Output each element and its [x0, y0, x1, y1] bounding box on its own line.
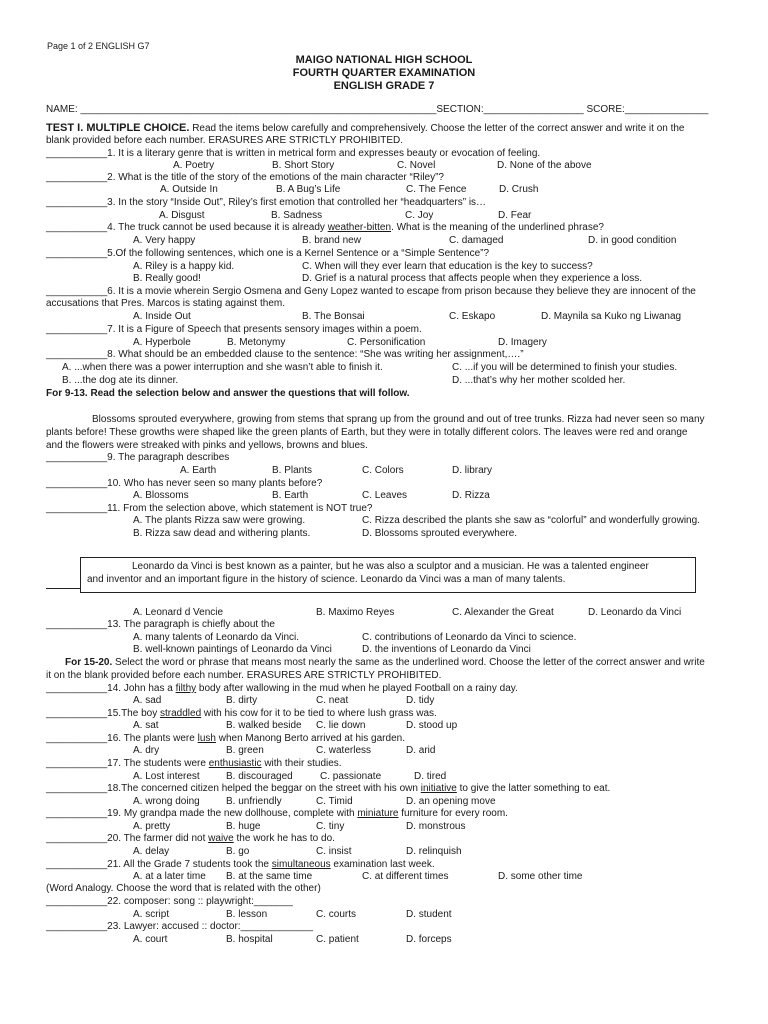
q9-choice-d: D. library — [452, 465, 493, 476]
q17-stem-start: ___________17. The students were — [46, 758, 209, 769]
question-18 — [46, 783, 610, 795]
q10-choice-c: C. Leaves — [362, 490, 408, 501]
question-4 — [46, 222, 604, 234]
section-15-instr2: it on the blank provided before each number. ERASURES ARE STRICTLY PROHIBITED. — [46, 670, 442, 681]
q23-choice-c: C. patient — [316, 934, 359, 945]
q17-stem-end: with their studies. — [261, 758, 342, 769]
q6-choice-d: D. Maynila sa Kuko ng Liwanag — [541, 311, 682, 322]
q6-choice-b: B. The Bonsai — [302, 311, 365, 322]
q20-choice-b: B. go — [226, 846, 250, 857]
question-10: ___________10. Who has never seen so many plants before? — [46, 478, 323, 489]
q19-choice-a: A. pretty — [133, 821, 171, 832]
q11-choice-d: D. Blossoms sprouted everywhere. — [362, 528, 518, 539]
q21-choice-a: A. at a later time — [133, 871, 206, 882]
q1-choice-b: B. Short Story — [272, 160, 335, 171]
question-23: ___________23. Lawyer: accused :: doctor:_____________ — [46, 921, 313, 932]
question-21 — [46, 859, 435, 871]
q14-choice-b: B. dirty — [226, 695, 258, 706]
test1-instr2: blank provided before each number. ERASURES ARE STRICTLY PROHIBITED. — [46, 135, 404, 146]
q1-choice-a: A. Poetry — [173, 160, 215, 171]
q16-choice-a: A. dry — [133, 745, 160, 756]
q14-choice-a: A. sad — [133, 695, 162, 706]
question-8: ___________8. What should be an embedded clause to the sentence: “She was writing her assignment,….” — [46, 349, 524, 360]
q18-choice-b: B. unfriendly — [226, 796, 282, 807]
q18-choice-d: D. an opening move — [406, 796, 496, 807]
page-label: Page 1 of 2 ENGLISH G7 — [47, 41, 150, 51]
q2-choice-a: A. Outside In — [160, 184, 218, 195]
test1-instr1: Read the items below carefully and comprehensively. Choose the letter of the correct answer and write it on the — [189, 123, 685, 134]
q20-choice-d: D. relinquish — [406, 846, 462, 857]
q16-stem-start: ___________16. The plants were — [46, 733, 198, 744]
q13-choice-d: D. the inventions of Leonardo da Vinci — [362, 644, 531, 655]
q12-choice-a: A. Leonard d Vencie — [133, 607, 224, 618]
school-name: MAIGO NATIONAL HIGH SCHOOL — [295, 54, 473, 66]
q9-choice-a: A. Earth — [180, 465, 217, 476]
selection-paragraph-line1: Blossoms sprouted everywhere, growing from stems that sprang up from the ground and out of tree trunks. Rizza had never seen so many — [92, 414, 705, 425]
info-line: NAME: ________________________________________________________________SECTION:__________________ SCORE:_______________ — [46, 104, 709, 115]
q17-underlined-word: enthusiastic — [208, 758, 262, 769]
q4-stem-start: ___________4. The truck cannot be used because it is already — [46, 222, 328, 233]
q4-choice-b: B. brand new — [302, 235, 361, 246]
q19-choice-c: C. tiny — [316, 821, 345, 832]
q12-choice-c: C. Alexander the Great — [452, 607, 554, 618]
q14-choice-d: D. tidy — [406, 695, 435, 706]
q1-choice-d: D. None of the above — [497, 160, 592, 171]
q20-underlined-word: waive — [208, 833, 234, 844]
q23-choice-a: A. court — [133, 934, 168, 945]
q18-choice-c: C. Timid — [316, 796, 353, 807]
q4-choice-a: A. Very happy — [133, 235, 196, 246]
q13-choice-c: C. contributions of Leonardo da Vinci to science. — [362, 632, 577, 643]
q19-choice-b: B. huge — [226, 821, 261, 832]
q6-choice-c: C. Eskapo — [449, 311, 496, 322]
question-17 — [46, 758, 342, 770]
question-1: ___________1. It is a literary genre that is written in metrical form and expresses beauty or evocation of feeling. — [46, 148, 541, 159]
q17-choice-b: B. discouraged — [226, 771, 293, 782]
test1-instructions — [46, 122, 685, 135]
q21-stem-start: ___________21. All the Grade 7 students took the — [46, 859, 272, 870]
q11-choice-a: A. The plants Rizza saw were growing. — [133, 515, 306, 526]
q15-choice-d: D. stood up — [406, 720, 458, 731]
q16-choice-c: C. waterless — [316, 745, 372, 756]
q4-stem-end: . What is the meaning of the underlined phrase? — [391, 222, 604, 233]
q13-choice-a: A. many talents of Leonardo da Vinci. — [133, 632, 300, 643]
section-15-instr1: Select the word or phrase that means most nearly the same as the underlined word. Choose the letter of the correct answer and write — [112, 657, 705, 668]
q20-choice-a: A. delay — [133, 846, 170, 857]
question-15 — [46, 708, 437, 720]
q3-choice-b: B. Sadness — [271, 210, 323, 221]
question-7: ___________7. It is a Figure of Speech that presents sensory images within a poem. — [46, 324, 422, 335]
q6-choice-a: A. Inside Out — [133, 311, 191, 322]
q7-choice-a: A. Hyperbole — [133, 337, 191, 348]
q14-stem-end: body after wallowing in the mud when he played Football on a rainy day. — [196, 683, 518, 694]
question-6-cont: accusations that Pres. Marcos is stating against them. — [46, 298, 285, 309]
q4-choice-c: C. damaged — [449, 235, 504, 246]
section-15-label: For 15-20. — [65, 657, 113, 668]
q4-choice-d: D. in good condition — [588, 235, 677, 246]
q10-choice-d: D. Rizza — [452, 490, 490, 501]
q15-stem-end: with his cow for it to be tied to where lush grass was. — [201, 708, 437, 719]
q18-stem-end: to give the latter something to eat. — [456, 783, 611, 794]
question-3: ___________3. In the story “Inside Out”, Riley’s first emotion that controlled her “headquarters” is… — [46, 197, 487, 208]
q5-choice-b: B. Really good! — [133, 273, 201, 284]
q17-choice-c: C. passionate — [320, 771, 382, 782]
test1-title: TEST I. MULTIPLE CHOICE. — [46, 122, 190, 134]
q3-choice-a: A. Disgust — [159, 210, 205, 221]
q19-choice-d: D. monstrous — [406, 821, 466, 832]
grade-title: ENGLISH GRADE 7 — [333, 80, 435, 92]
passage-line1: Leonardo da Vinci is best known as a painter, but he was also a sculptor and a musician. He was a talented engineer — [132, 561, 649, 572]
analogy-heading: (Word Analogy. Choose the word that is related with the other) — [46, 883, 321, 894]
q17-choice-a: A. Lost interest — [133, 771, 200, 782]
q20-choice-c: C. insist — [316, 846, 352, 857]
q21-choice-b: B. at the same time — [226, 871, 313, 882]
q22-choice-c: C. courts — [316, 909, 357, 920]
q2-choice-d: D. Crush — [499, 184, 539, 195]
q8-choice-d: D. ...that’s why her mother scolded her. — [452, 375, 626, 386]
q9-choice-c: C. Colors — [362, 465, 404, 476]
question-5: ___________5.Of the following sentences, which one is a Kernel Sentence or a “Simple Sentence”? — [46, 248, 490, 259]
q10-choice-b: B. Earth — [272, 490, 309, 501]
q16-choice-d: D. arid — [406, 745, 436, 756]
q19-stem-start: ___________19. My grandpa made the new dollhouse, complete with — [46, 808, 358, 819]
q15-choice-b: B. walked beside — [226, 720, 302, 731]
section-15-instructions — [65, 657, 705, 669]
q15-choice-a: A. sat — [133, 720, 159, 731]
q4-underlined-word: weather-bitten — [327, 222, 392, 233]
q5-choice-c: C. When will they ever learn that education is the key to success? — [302, 261, 593, 272]
q5-choice-d: D. Grief is a natural process that affects people when they experience a loss. — [302, 273, 642, 284]
q8-choice-c: C. ...if you will be determined to finish your studies. — [452, 362, 678, 373]
question-11: ___________11. From the selection above, which statement is NOT true? — [46, 503, 373, 514]
q7-choice-c: C. Personification — [347, 337, 426, 348]
q20-stem-end: the work he has to do. — [233, 833, 335, 844]
q21-choice-c: C. at different times — [362, 871, 449, 882]
q11-choice-b: B. Rizza saw dead and withering plants. — [133, 528, 311, 539]
q20-stem-start: ___________20. The farmer did not — [46, 833, 209, 844]
q21-choice-d: D. some other time — [498, 871, 583, 882]
question-20 — [46, 833, 335, 845]
exam-title: FOURTH QUARTER EXAMINATION — [292, 67, 476, 79]
q17-choice-d: D. tired — [414, 771, 447, 782]
q12-choice-d: D. Leonardo da Vinci — [588, 607, 682, 618]
q19-stem-end: furniture for every room. — [398, 808, 508, 819]
q18-stem-start: ___________18.The concerned citizen helped the beggar on the street with his own — [46, 783, 421, 794]
q22-choice-d: D. student — [406, 909, 452, 920]
q22-choice-a: A. script — [133, 909, 170, 920]
q5-choice-a: A. Riley is a happy kid. — [133, 261, 235, 272]
q13-choice-b: B. well-known paintings of Leonardo da Vinci — [133, 644, 332, 655]
q12-answer-blank — [46, 588, 80, 589]
selection-paragraph-line2: plants before! These growths were shaped like the green plants of Earth, but they were in totally different colors. The leaves were red and orange — [46, 427, 688, 438]
q16-underlined-word: lush — [197, 733, 216, 744]
q16-stem-end: when Manong Berto arrived at his garden. — [215, 733, 405, 744]
question-19 — [46, 808, 508, 820]
q18-choice-a: A. wrong doing — [133, 796, 200, 807]
q21-stem-end: examination last week. — [330, 859, 435, 870]
question-13: ___________13. The paragraph is chiefly about the — [46, 619, 275, 630]
q16-choice-b: B. green — [226, 745, 264, 756]
question-14 — [46, 683, 518, 695]
q7-choice-d: D. Imagery — [498, 337, 547, 348]
q9-choice-b: B. Plants — [272, 465, 313, 476]
q7-choice-b: B. Metonymy — [227, 337, 286, 348]
q21-underlined-word: simultaneous — [271, 859, 331, 870]
q18-underlined-word: initiative — [420, 783, 457, 794]
q19-underlined-word: miniature — [357, 808, 399, 819]
question-22: ___________22. composer: song :: playwright:_______ — [46, 896, 293, 907]
q2-choice-c: C. The Fence — [406, 184, 467, 195]
q3-choice-d: D. Fear — [498, 210, 532, 221]
q8-choice-a: A. ...when there was a power interruption and she wasn’t able to finish it. — [62, 362, 383, 373]
q1-choice-c: C. Novel — [397, 160, 436, 171]
q11-choice-c: C. Rizza described the plants she saw as “colorful” and wonderfully growing. — [362, 515, 700, 526]
q14-choice-c: C. neat — [316, 695, 349, 706]
q23-choice-d: D. forceps — [406, 934, 452, 945]
question-9: ___________9. The paragraph describes — [46, 452, 230, 463]
question-16 — [46, 733, 405, 745]
selection-heading: For 9-13. Read the selection below and answer the questions that will follow. — [46, 388, 410, 399]
q15-stem-start: ___________15.The boy — [46, 708, 160, 719]
q14-stem-start: ___________14. John has a — [46, 683, 176, 694]
passage-line2: and inventor and an important figure in the history of science. Leonardo da Vinci was a man of many talents. — [87, 574, 566, 585]
q12-choice-b: B. Maximo Reyes — [316, 607, 395, 618]
q8-choice-b: B. ...the dog ate its dinner. — [62, 375, 179, 386]
q2-choice-b: B. A Bug’s Life — [276, 184, 341, 195]
question-2: ___________2. What is the title of the story of the emotions of the main character “Riley”? — [46, 172, 444, 183]
q15-underlined-word: straddled — [160, 708, 202, 719]
question-6: ___________6. It is a movie wherein Sergio Osmena and Geny Lopez wanted to escape from prison because they believe they are innocent of the — [46, 286, 696, 297]
q10-choice-a: A. Blossoms — [133, 490, 189, 501]
q22-choice-b: B. lesson — [226, 909, 268, 920]
q15-choice-c: C. lie down — [316, 720, 366, 731]
q23-choice-b: B. hospital — [226, 934, 273, 945]
q3-choice-c: C. Joy — [405, 210, 434, 221]
selection-paragraph-line3: and the flowers were streaked with pinks and yellows, browns and blues. — [46, 440, 368, 451]
q14-underlined-word: filthy — [175, 683, 197, 694]
